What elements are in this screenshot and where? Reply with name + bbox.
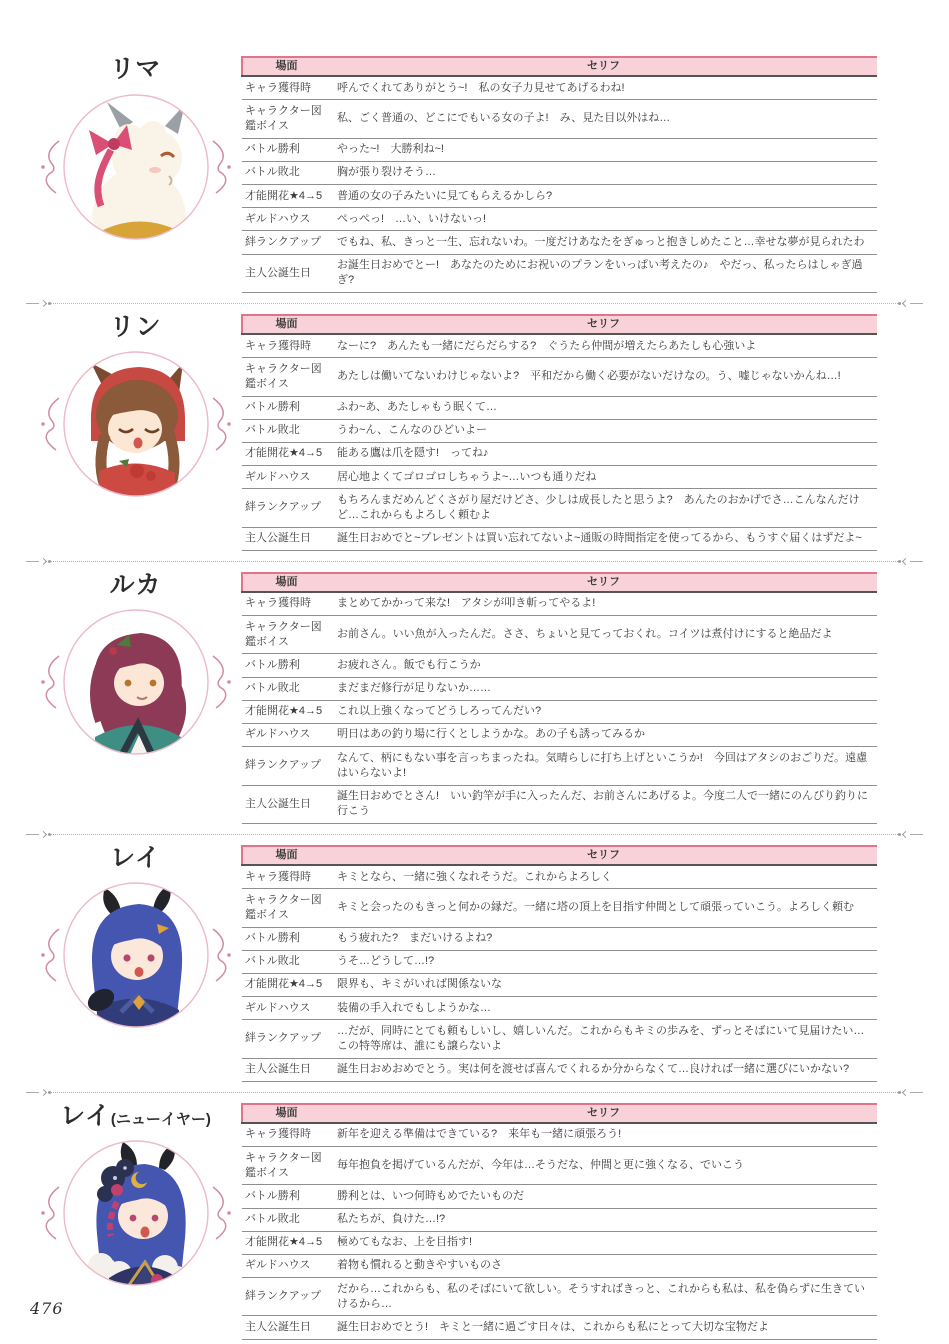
serif-column-header: セリフ — [330, 315, 877, 334]
scene-column-header: 場面 — [242, 315, 330, 334]
voice-line: お誕生日おめでとー! あなたのためにお祝いのプランをいっぱい考えたの♪ やだっ、私ったらはしゃぎ過ぎ? — [330, 254, 877, 292]
character-header — [58, 572, 213, 758]
table-header-row — [242, 1104, 877, 1123]
scene-column-header: 場面 — [242, 1104, 330, 1123]
voice-line: キミとなら、一緒に強くなれそうだ。これからよろしく — [330, 865, 877, 889]
voice-line: これ以上強くなってどうしろってんだい? — [330, 700, 877, 723]
scene-label: キャラ獲得時 — [242, 334, 330, 358]
scene-label: バトル敗北 — [242, 1208, 330, 1231]
table-row — [242, 231, 877, 254]
table-header-row — [242, 315, 877, 334]
scene-label: ギルドハウス — [242, 466, 330, 489]
divider-ornament-icon — [26, 1090, 51, 1095]
flourish-icon — [210, 652, 234, 712]
scene-label: キャラクター図鑑ボイス — [242, 616, 330, 654]
section-divider — [26, 551, 923, 572]
rei-newyear-portrait-image — [61, 1138, 211, 1288]
table-row — [242, 785, 877, 823]
table-row — [242, 747, 877, 785]
scene-label: 主人公誕生日 — [242, 1316, 330, 1339]
table-row — [242, 358, 877, 396]
scene-label: バトル勝利 — [242, 396, 330, 419]
voice-line: 明日はあの釣り場に行くとしようかな。あの子も誘ってみるか — [330, 723, 877, 746]
voice-line-table — [241, 1103, 877, 1340]
character-portrait — [61, 880, 211, 1030]
character-portrait — [61, 92, 211, 242]
table-row — [242, 1058, 877, 1081]
scene-label: キャラ獲得時 — [242, 1123, 330, 1147]
table-row — [242, 1185, 877, 1208]
scene-label: 才能開花★4→5 — [242, 973, 330, 996]
character-name — [58, 572, 213, 600]
page-number: 476 — [30, 1299, 64, 1318]
table-row — [242, 616, 877, 654]
voice-line: 能ある鷹は爪を隠す! ってね♪ — [330, 442, 877, 465]
voice-line: 装備の手入れでもしようかな… — [330, 997, 877, 1020]
table-row — [242, 419, 877, 442]
voice-line: もう疲れた? まだいけるよね? — [330, 927, 877, 950]
voice-line: 普通の女の子みたいに見てもらえるかしら? — [330, 185, 877, 208]
scene-label: 絆ランクアップ — [242, 1278, 330, 1316]
scene-label: 才能開花★4→5 — [242, 442, 330, 465]
character-name-suffix: (ニューイヤー) — [110, 1110, 211, 1128]
scene-label: バトル勝利 — [242, 138, 330, 161]
scene-label: バトル敗北 — [242, 677, 330, 700]
table-row — [242, 677, 877, 700]
serif-column-header: セリフ — [330, 573, 877, 592]
character-header — [58, 314, 213, 500]
scene-label: 主人公誕生日 — [242, 254, 330, 292]
scene-label: 才能開花★4→5 — [242, 1231, 330, 1254]
scene-label: キャラクター図鑑ボイス — [242, 100, 330, 138]
scene-label: バトル勝利 — [242, 927, 330, 950]
divider-ornament-icon — [898, 559, 923, 564]
character-section-lima — [0, 56, 949, 293]
table-row — [242, 208, 877, 231]
voice-line: キミと会ったのもきっと何かの縁だ。一緒に塔の頂上を目指す仲間として頑張っていこう。よろしく頼む — [330, 889, 877, 927]
voice-line: 呼んでくれてありがとう~! 私の女子力見せてあげるわね! — [330, 76, 877, 100]
serif-column-header: セリフ — [330, 1104, 877, 1123]
voice-line: 胸が張り裂けそう… — [330, 161, 877, 184]
serif-column-header: セリフ — [330, 57, 877, 76]
voice-line: まだまだ修行が足りないか…… — [330, 677, 877, 700]
table-row — [242, 723, 877, 746]
table-row — [242, 76, 877, 100]
scene-label: キャラ獲得時 — [242, 865, 330, 889]
voice-line: お前さん。いい魚が入ったんだ。ささ、ちょいと見てっておくれ。コイツは煮付けにすると絶品だよ — [330, 616, 877, 654]
character-portrait — [61, 607, 211, 757]
scene-label: 主人公誕生日 — [242, 1058, 330, 1081]
character-section-rin — [0, 314, 949, 551]
table-row — [242, 927, 877, 950]
table-row — [242, 254, 877, 292]
scene-label: 主人公誕生日 — [242, 527, 330, 550]
scene-label: 才能開花★4→5 — [242, 700, 330, 723]
scene-label: キャラクター図鑑ボイス — [242, 1147, 330, 1185]
voice-line: なーに? あんたも一緒にだらだらする? ぐうたら仲間が増えたらあたしも心強いよ — [330, 334, 877, 358]
character-name-text: リマ — [109, 55, 162, 83]
table-row — [242, 1123, 877, 1147]
scene-column-header: 場面 — [242, 846, 330, 865]
character-header — [58, 1103, 213, 1289]
voice-line: あたしは働いてないわけじゃないよ? 平和だから働く必要がないだけなの。う、嘘じゃないかんね…! — [330, 358, 877, 396]
table-row — [242, 1231, 877, 1254]
character-name — [58, 845, 213, 873]
voice-line-table — [241, 845, 877, 1082]
table-row — [242, 185, 877, 208]
character-name-text: レイ — [110, 843, 161, 872]
flourish-icon — [38, 925, 62, 985]
table-row — [242, 1254, 877, 1277]
voice-line: うわ~ん、こんなのひどいよー — [330, 419, 877, 442]
character-section-rei — [0, 845, 949, 1082]
flourish-icon — [38, 652, 62, 712]
scene-column-header: 場面 — [242, 573, 330, 592]
voice-line: まとめてかかって来な! アタシが叩き斬ってやるよ! — [330, 592, 877, 616]
voice-line: ふわ~あ、あたしゃもう眠くて… — [330, 396, 877, 419]
scene-label: キャラクター図鑑ボイス — [242, 358, 330, 396]
voice-line: 新年を迎える準備はできている? 来年も一緒に頑張ろう! — [330, 1123, 877, 1147]
serif-column-header: セリフ — [330, 846, 877, 865]
dotted-line — [51, 1092, 898, 1093]
flourish-icon — [210, 394, 234, 454]
flourish-icon — [210, 137, 234, 197]
character-portrait — [61, 349, 211, 499]
table-header-row — [242, 846, 877, 865]
character-section-luka — [0, 572, 949, 824]
voice-line: 誕生日おめでとさん! いい釣竿が手に入ったんだ、お前さんにあげるよ。今度二人で一緒にのんびり釣りに行こう — [330, 785, 877, 823]
scene-label: ギルドハウス — [242, 208, 330, 231]
flourish-icon — [210, 925, 234, 985]
table-row — [242, 973, 877, 996]
character-name-text: ルカ — [109, 570, 162, 599]
section-divider — [26, 824, 923, 845]
character-name-text: リン — [109, 312, 162, 341]
character-portrait — [61, 1138, 211, 1288]
voice-line: お疲れさん。飯でも行こうか — [330, 654, 877, 677]
scene-label: バトル勝利 — [242, 1185, 330, 1208]
rei-portrait-image — [61, 880, 211, 1030]
table-row — [242, 489, 877, 527]
voice-line: 極めてもなお、上を目指す! — [330, 1231, 877, 1254]
flourish-icon — [38, 137, 62, 197]
scene-label: バトル勝利 — [242, 654, 330, 677]
voice-line: うそ…どうして…!? — [330, 950, 877, 973]
character-name-text: レイ — [60, 1101, 111, 1130]
table-row — [242, 950, 877, 973]
table-row — [242, 527, 877, 550]
scene-label: 絆ランクアップ — [242, 1020, 330, 1058]
dotted-line — [51, 303, 898, 304]
voice-line: やった~! 大勝利ね~! — [330, 138, 877, 161]
voice-line: 着物も慣れると動きやすいものさ — [330, 1254, 877, 1277]
section-divider — [26, 1082, 923, 1103]
table-row — [242, 889, 877, 927]
table-header-row — [242, 57, 877, 76]
scene-label: キャラ獲得時 — [242, 592, 330, 616]
scene-label: キャラ獲得時 — [242, 76, 330, 100]
dotted-line — [51, 834, 898, 835]
character-name — [58, 1103, 213, 1131]
table-row — [242, 654, 877, 677]
divider-ornament-icon — [26, 301, 51, 306]
voice-line: 私たちが、負けた…!? — [330, 1208, 877, 1231]
table-row — [242, 138, 877, 161]
voice-line: 誕生日おめでと~プレゼントは買い忘れてないよ~通販の時間指定を使ってるから、もうすぐ届くはずだよ~ — [330, 527, 877, 550]
scene-label: キャラクター図鑑ボイス — [242, 889, 330, 927]
voice-line: なんて、柄にもない事を言っちまったね。気晴らしに打ち上げといこうか! 今回はアタシのおごりだ。遠慮はいらないよ! — [330, 747, 877, 785]
scene-label: バトル敗北 — [242, 950, 330, 973]
voice-line: だから…これからも、私のそばにいて欲しい。そうすればきっと、これからも私は、私を偽らずに生きていけるから… — [330, 1278, 877, 1316]
flourish-icon — [210, 1183, 234, 1243]
divider-ornament-icon — [898, 301, 923, 306]
dotted-line — [51, 561, 898, 562]
character-header — [58, 56, 213, 242]
scene-label: バトル敗北 — [242, 161, 330, 184]
scene-label: 絆ランクアップ — [242, 489, 330, 527]
table-row — [242, 100, 877, 138]
voice-line-table — [241, 56, 877, 293]
voice-line: 限界も、キミがいれば関係ないな — [330, 973, 877, 996]
divider-ornament-icon — [898, 1090, 923, 1095]
table-row — [242, 334, 877, 358]
section-divider — [26, 293, 923, 314]
scene-label: 主人公誕生日 — [242, 785, 330, 823]
table-row — [242, 1278, 877, 1316]
flourish-icon — [38, 394, 62, 454]
voice-line: 私、ごく普通の、どこにでもいる女の子よ! み、見た目以外はね… — [330, 100, 877, 138]
voice-line: 毎年抱負を掲げているんだが、今年は…そうだな、仲間と更に強くなる、でいこう — [330, 1147, 877, 1185]
scene-label: 才能開花★4→5 — [242, 185, 330, 208]
character-header — [58, 845, 213, 1031]
luka-portrait-image — [61, 607, 211, 757]
voice-line: もちろんまだめんどくさがり屋だけどさ、少しは成長したと思うよ? あんたのおかげでさ…こんなんだけど…これからもよろしく頼むよ — [330, 489, 877, 527]
divider-ornament-icon — [26, 832, 51, 837]
voice-line-table — [241, 572, 877, 824]
scene-label: ギルドハウス — [242, 1254, 330, 1277]
table-row — [242, 1020, 877, 1058]
scene-label: 絆ランクアップ — [242, 231, 330, 254]
scene-column-header: 場面 — [242, 57, 330, 76]
table-row — [242, 1316, 877, 1339]
character-name — [58, 314, 213, 342]
scene-label: 絆ランクアップ — [242, 747, 330, 785]
table-row — [242, 466, 877, 489]
voice-line: 誕生日おめおめでとう。実は何を渡せば喜んでくれるか分からなくて…良ければ一緒に選びにいかない? — [330, 1058, 877, 1081]
flourish-icon — [38, 1183, 62, 1243]
voice-line: でもね、私、きっと一生、忘れないわ。一度だけあなたをぎゅっと抱きしめたこと…幸せな夢が見られたわ — [330, 231, 877, 254]
voice-line: 居心地よくてゴロゴロしちゃうよ~…いつも通りだね — [330, 466, 877, 489]
table-row — [242, 161, 877, 184]
table-row — [242, 700, 877, 723]
table-row — [242, 997, 877, 1020]
divider-ornament-icon — [898, 832, 923, 837]
voice-line: …だが、同時にとても頼もしいし、嬉しいんだ。これからもキミの歩みを、ずっとそばにいて見届けたい…この特等席は、誰にも譲らないよ — [330, 1020, 877, 1058]
character-section-rei-newyear — [0, 1103, 949, 1340]
voice-line: ぺっぺっ! …い、いけないっ! — [330, 208, 877, 231]
divider-ornament-icon — [26, 559, 51, 564]
scene-label: ギルドハウス — [242, 997, 330, 1020]
table-row — [242, 1208, 877, 1231]
llama-portrait-image — [61, 92, 211, 242]
voice-line-table — [241, 314, 877, 551]
table-header-row — [242, 573, 877, 592]
scene-label: ギルドハウス — [242, 723, 330, 746]
scene-label: バトル敗北 — [242, 419, 330, 442]
voice-line: 勝利とは、いつ何時もめでたいものだ — [330, 1185, 877, 1208]
table-row — [242, 1147, 877, 1185]
table-row — [242, 396, 877, 419]
table-row — [242, 442, 877, 465]
table-row — [242, 592, 877, 616]
character-name — [58, 56, 213, 84]
rin-portrait-image — [61, 349, 211, 499]
table-row — [242, 865, 877, 889]
voice-line: 誕生日おめでとう! キミと一緒に過ごす日々は、これからも私にとって大切な宝物だよ — [330, 1316, 877, 1339]
